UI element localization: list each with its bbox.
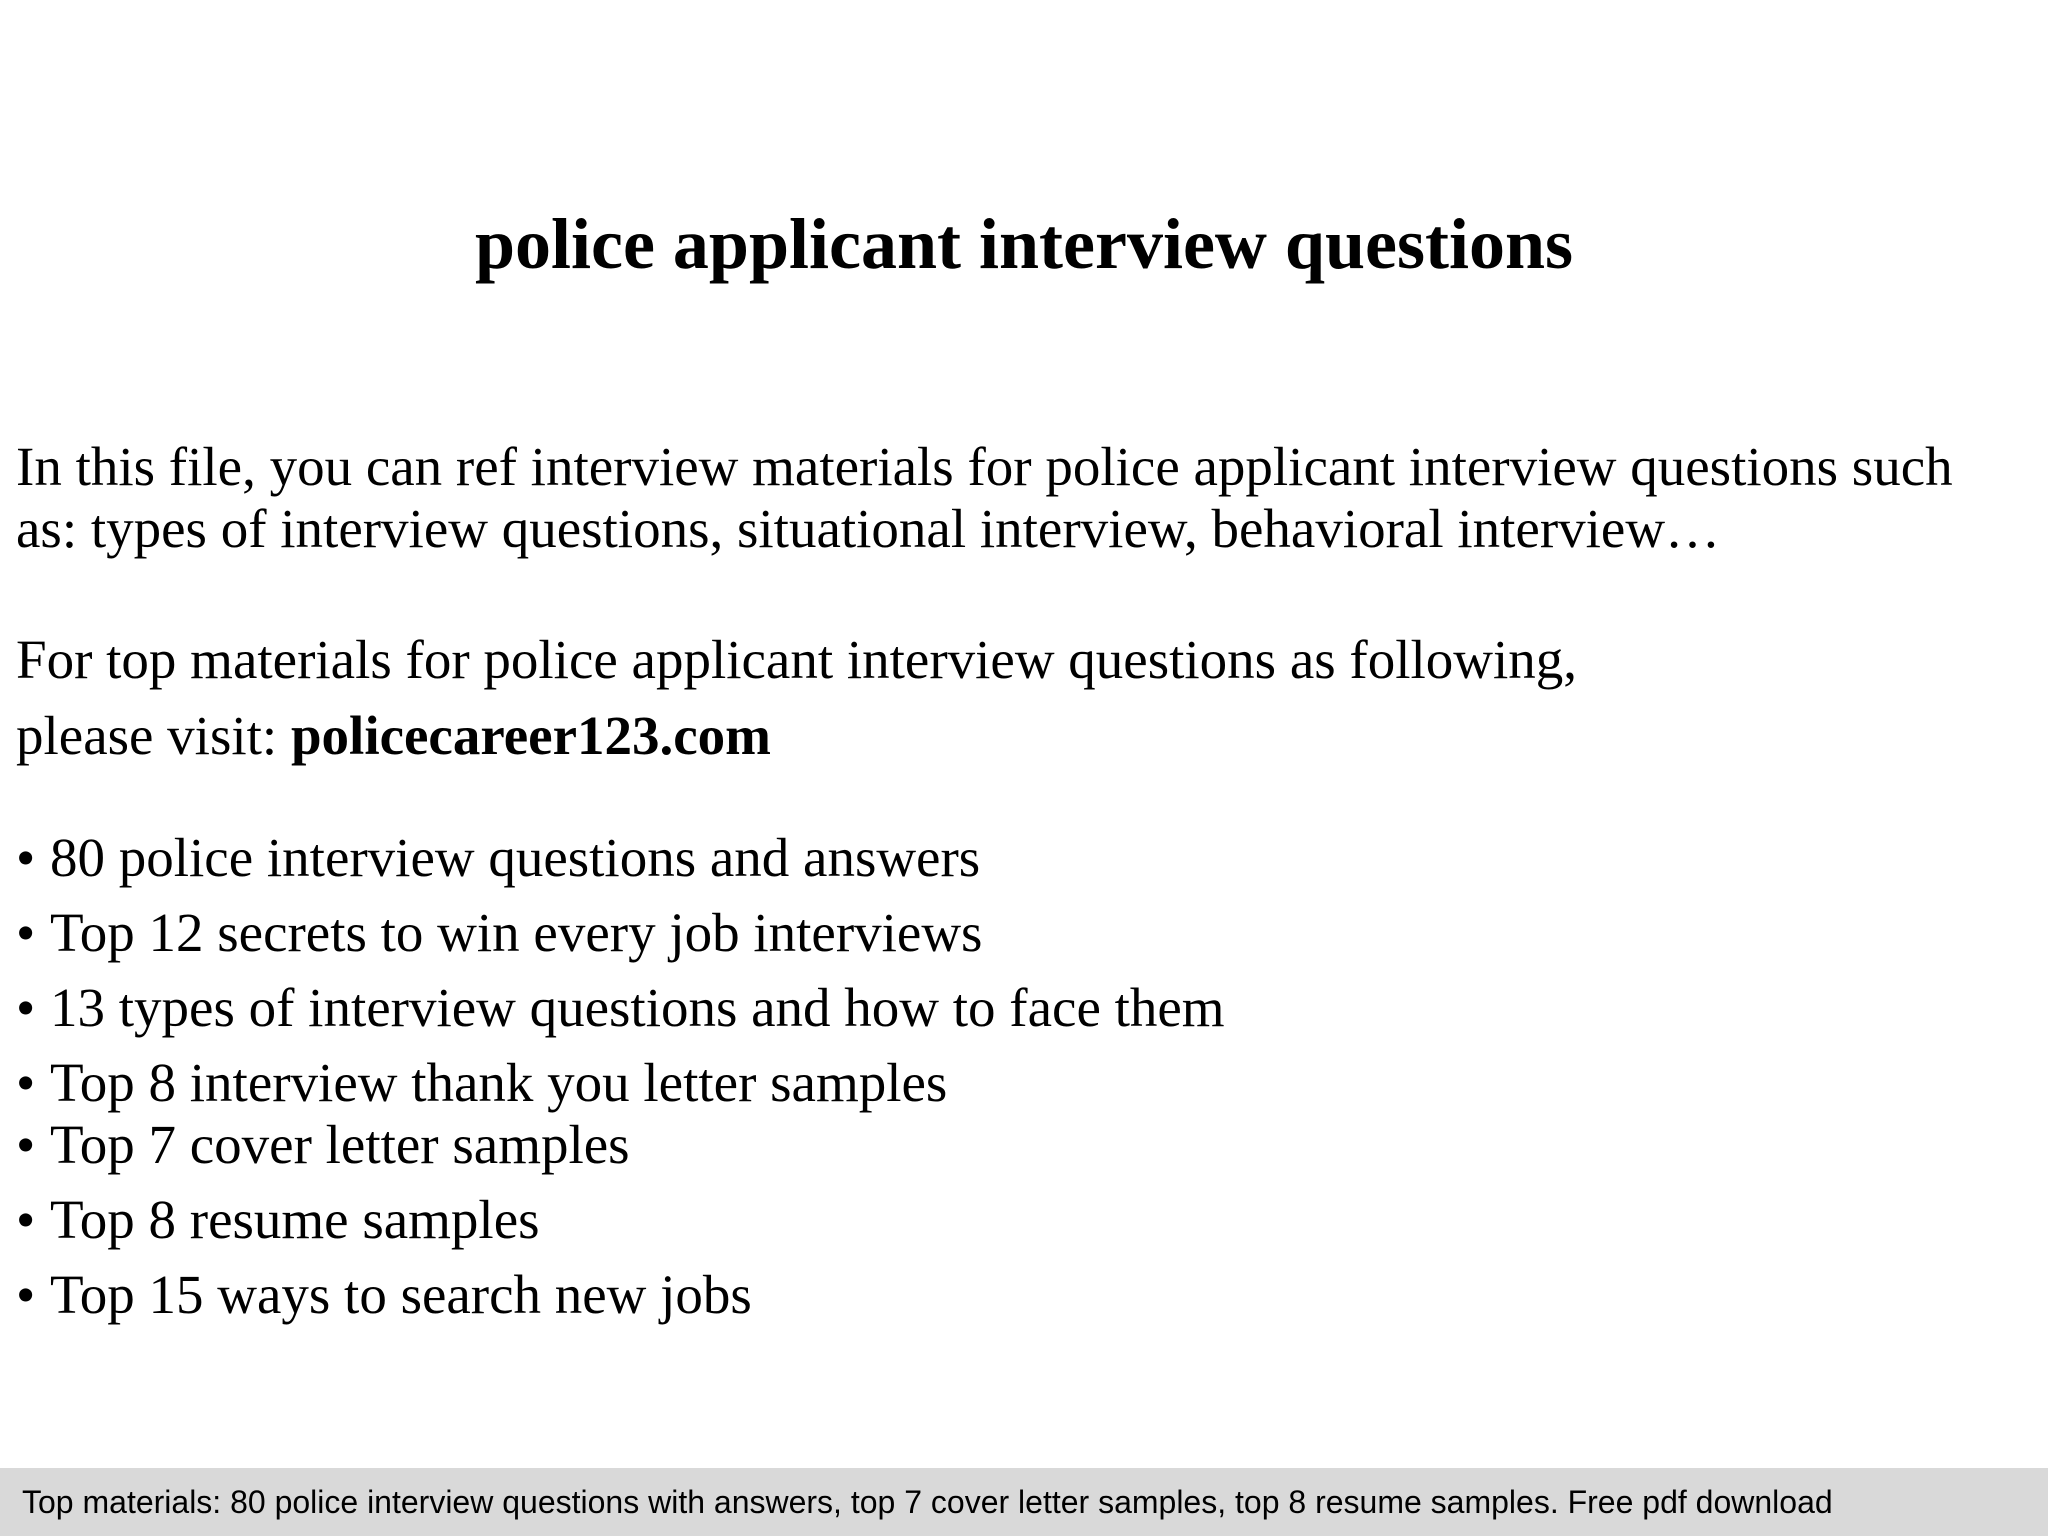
bullet-icon: •: [16, 1189, 36, 1250]
bullet-icon: •: [16, 1052, 36, 1113]
list-item: [16, 1182, 540, 1258]
intro-line-2: as: types of interview questions, situational interview, behavioral interview…: [16, 498, 1721, 559]
list-item-text: Top 8 resume samples: [50, 1189, 540, 1250]
list-item: [16, 820, 980, 896]
list-item-text: 13 types of interview questions and how to face them: [50, 977, 1225, 1038]
slide-title: police applicant interview questions: [474, 204, 1574, 284]
bullet-icon: •: [16, 902, 36, 963]
visit-line-1: For top materials for police applicant interview questions as following,: [16, 629, 1578, 690]
visit-line-2: [16, 698, 2036, 774]
list-item: [16, 970, 1225, 1046]
website-link[interactable]: policecareer123.com: [290, 705, 771, 766]
visit-paragraph: [16, 622, 2036, 774]
list-item: [16, 1107, 630, 1183]
intro-paragraph: [16, 436, 2036, 560]
bullet-icon: •: [16, 977, 36, 1038]
bullet-icon: •: [16, 1264, 36, 1325]
list-item-text: Top 15 ways to search new jobs: [50, 1264, 752, 1325]
list-item-text: 80 police interview questions and answers: [50, 827, 981, 888]
footer-bar: [0, 1468, 2048, 1536]
footer-text: Top materials: 80 police interview questions with answers, top 7 cover letter samples, top 8 resume samples. Free pdf download: [22, 1484, 1833, 1520]
list-item-text: Top 12 secrets to win every job interviews: [50, 902, 983, 963]
bullet-icon: •: [16, 1114, 36, 1175]
list-item: [16, 895, 982, 971]
list-item-text: Top 8 interview thank you letter samples: [50, 1052, 948, 1113]
visit-prefix: please visit:: [16, 705, 291, 766]
bullet-icon: •: [16, 827, 36, 888]
intro-line-1: In this file, you can ref interview materials for police applicant interview questions such: [16, 436, 1953, 497]
list-item-text: Top 7 cover letter samples: [50, 1114, 630, 1175]
list-item: [16, 1257, 752, 1333]
